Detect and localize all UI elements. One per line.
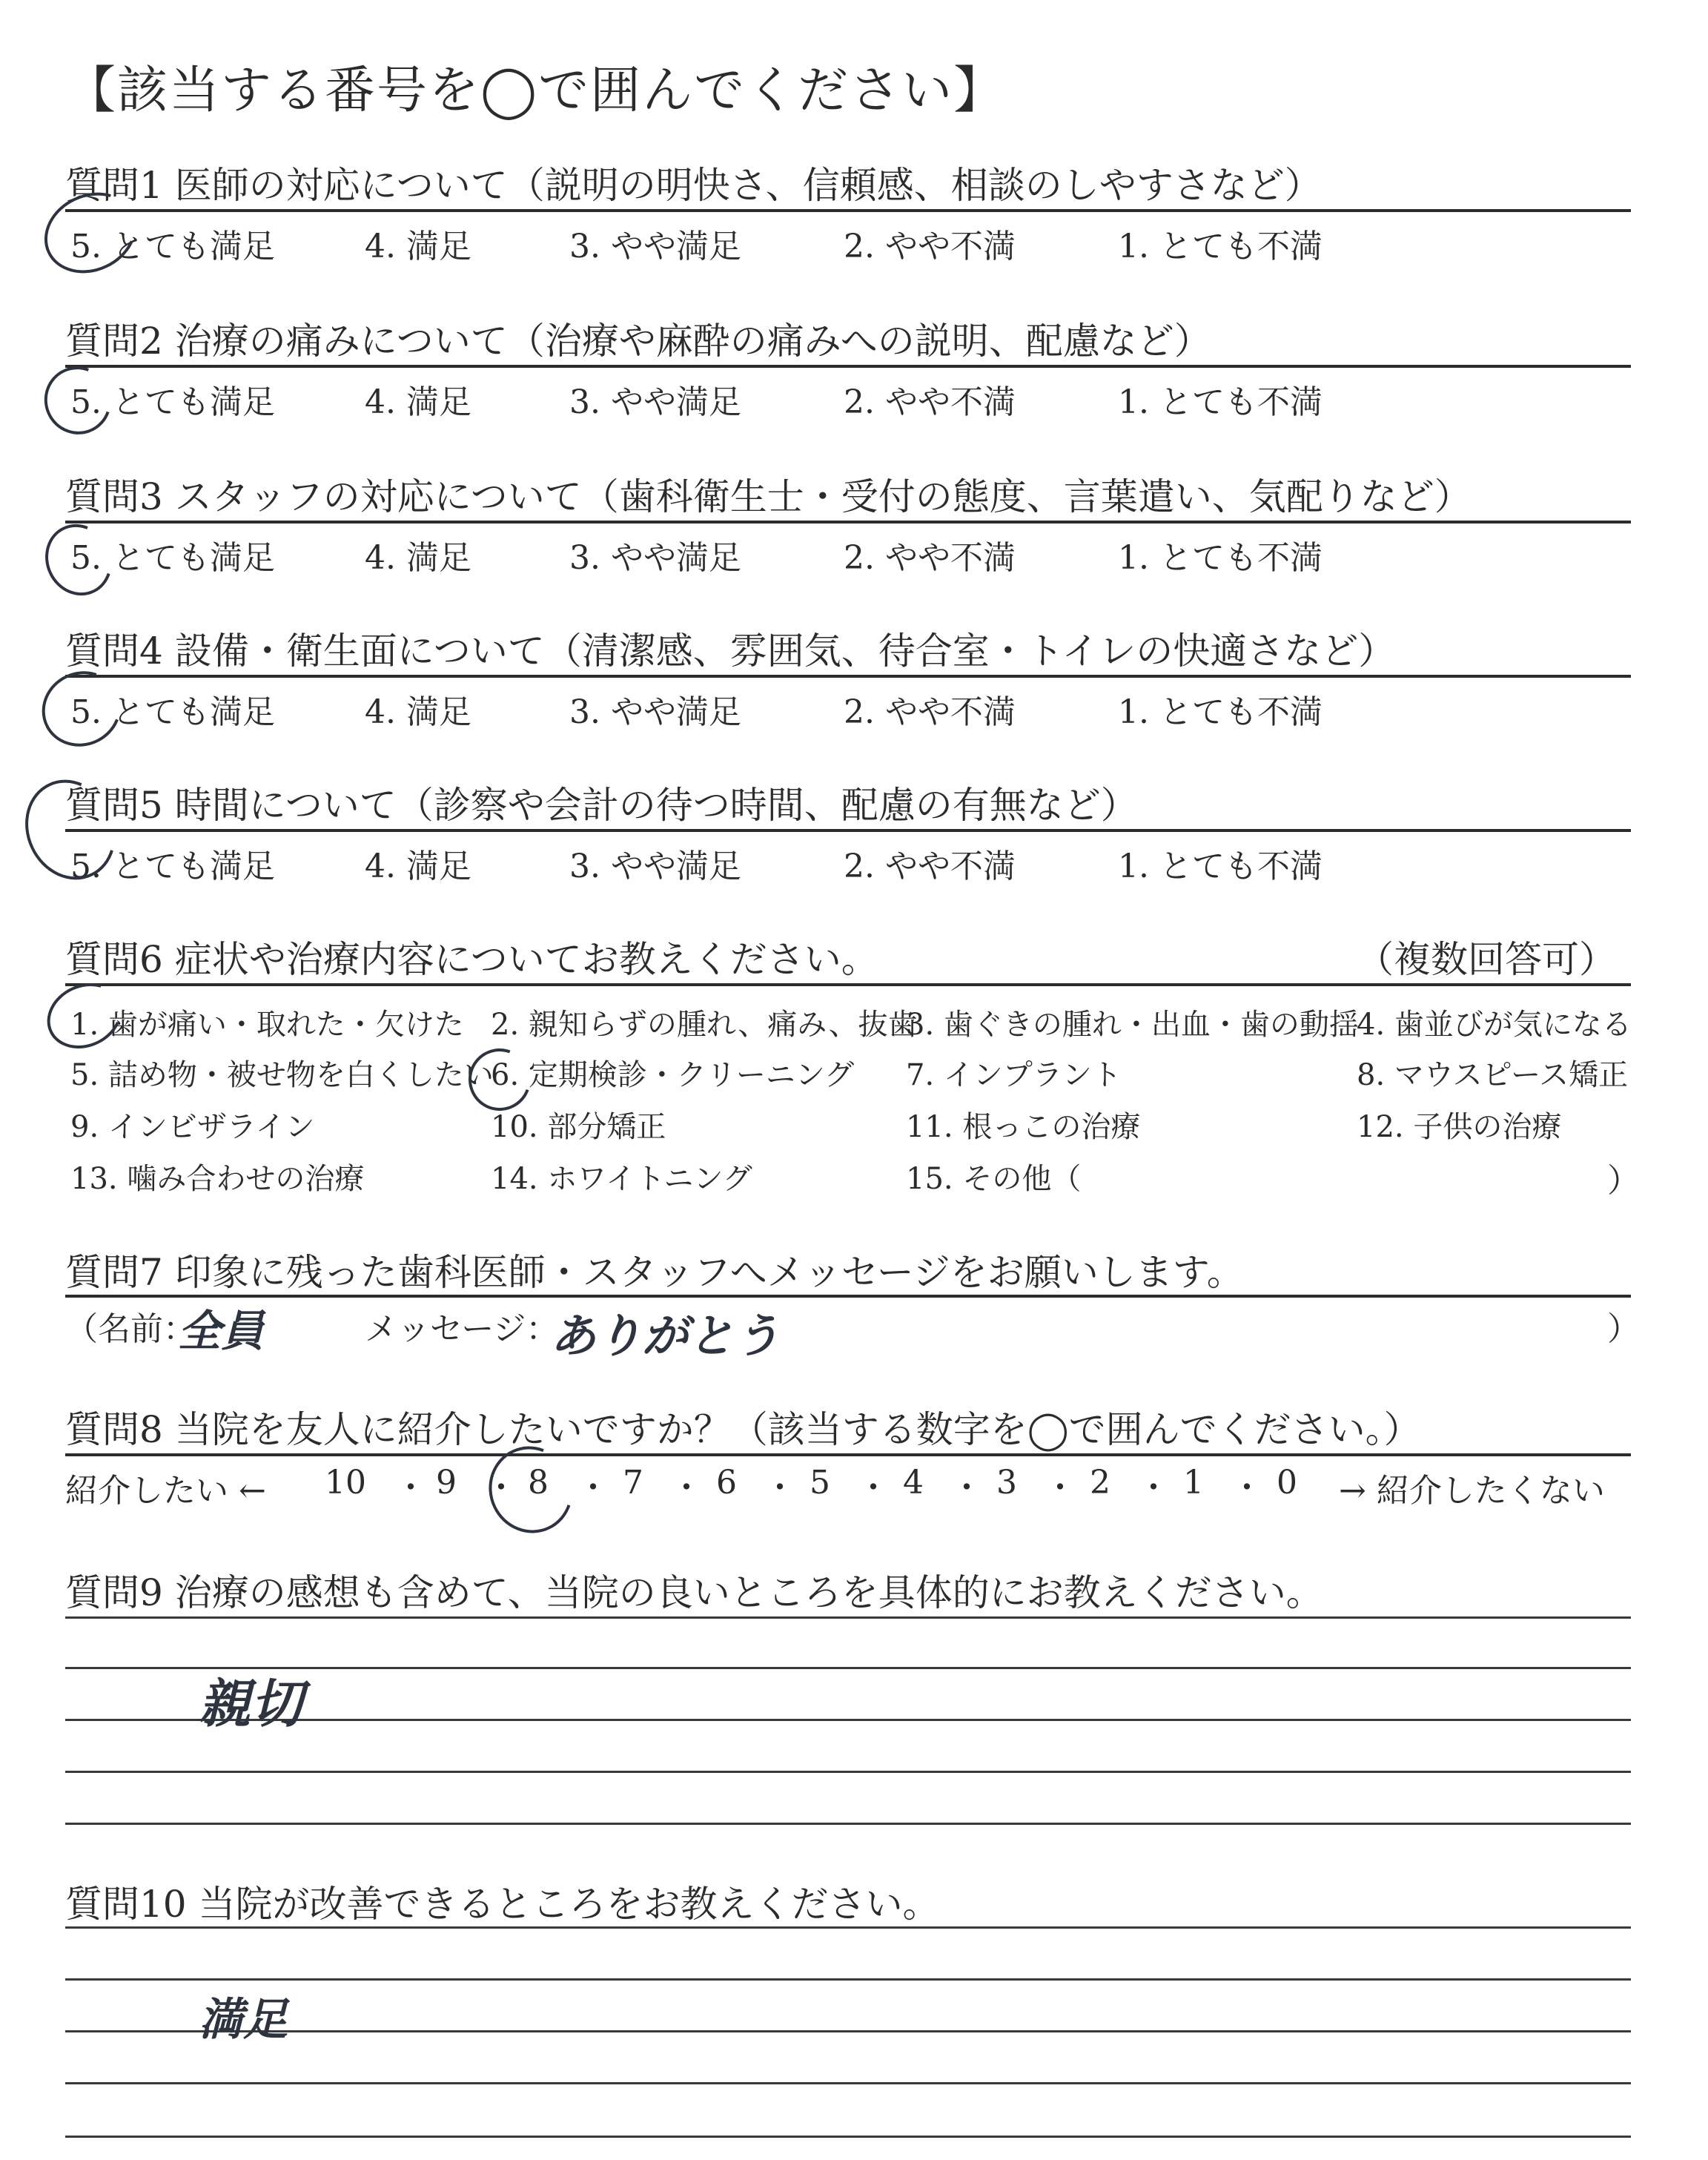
q6-option-13[interactable]: 13. 噛み合わせの治療	[70, 1162, 365, 1196]
divider	[65, 209, 1631, 212]
question-6-label: 質問6 症状や治療内容についてお教えください。	[65, 938, 878, 981]
scale-2[interactable]: 2	[1090, 1464, 1110, 1502]
answer-line	[65, 2136, 1631, 2138]
q6-option-4[interactable]: 4. 歯並びが気になる	[1357, 1008, 1632, 1042]
question-6-note: （複数回答可）	[1357, 938, 1616, 981]
option-3[interactable]: 3. やや満足	[569, 383, 741, 421]
option-2[interactable]: 2. やや不満	[844, 539, 1016, 577]
option-2[interactable]: 2. やや不満	[844, 383, 1016, 421]
scale-6[interactable]: 6	[716, 1464, 737, 1502]
divider	[65, 983, 1631, 986]
question-4-label: 質問4 設備・衛生面について（清潔感、雰囲気、待合室・トイレの快適さなど）	[65, 630, 1396, 673]
name-value[interactable]: 全員	[178, 1306, 265, 1356]
answer-line	[65, 2082, 1631, 2084]
answer-line	[65, 1616, 1631, 1619]
q6-option-3[interactable]: 3. 歯ぐきの腫れ・出血・歯の動揺	[906, 1008, 1359, 1042]
selection-circle	[33, 355, 122, 445]
question-9-label: 質問9 治療の感想も含めて、当院の良いところを具体的にお教えください。	[65, 1571, 1323, 1614]
answer-line	[65, 2030, 1631, 2032]
question-10-label: 質問10 当院が改善できるところをお教えください。	[65, 1883, 940, 1926]
question-2-label: 質問2 治療の痛みについて（治療や麻酔の痛みへの説明、配慮など）	[65, 320, 1211, 363]
selection-circle	[33, 513, 123, 607]
option-2[interactable]: 2. やや不満	[844, 228, 1016, 265]
option-5[interactable]: 5. とても満足	[70, 539, 275, 577]
option-1[interactable]: 1. とても不満	[1118, 228, 1323, 265]
divider	[65, 675, 1631, 678]
q6-other-close-paren: ）	[1607, 1162, 1640, 1200]
question-3-label: 質問3 スタッフの対応について（歯科衛生士・受付の態度、言葉遣い、気配りなど）	[65, 475, 1472, 518]
q6-option-1[interactable]: 1. 歯が痛い・取れた・欠けた	[70, 1008, 464, 1042]
question-7-label: 質問7 印象に残った歯科医師・スタッフへメッセージをお願いします。	[65, 1251, 1244, 1294]
scale-8[interactable]: 8	[528, 1464, 549, 1502]
scale-4[interactable]: 4	[903, 1464, 924, 1502]
q6-option-7[interactable]: 7. インプラント	[906, 1058, 1122, 1092]
option-3[interactable]: 3. やや満足	[569, 693, 741, 731]
option-3[interactable]: 3. やや満足	[569, 539, 741, 577]
scale-5[interactable]: 5	[810, 1464, 830, 1502]
question-5-label: 質問5 時間について（診察や会計の待つ時間、配慮の有無など）	[65, 784, 1138, 827]
scale-separator: ・	[1137, 1469, 1170, 1507]
scale-separator: ・	[394, 1469, 427, 1507]
message-label: メッセージ：	[365, 1310, 559, 1348]
message-value[interactable]: ありがとう	[550, 1309, 781, 1363]
q6-option-2[interactable]: 2. 親知らずの腫れ、痛み、抜歯	[491, 1008, 918, 1042]
option-4[interactable]: 4. 満足	[365, 383, 471, 421]
q6-option-11[interactable]: 11. 根っこの治療	[906, 1110, 1141, 1144]
option-5[interactable]: 5. とても満足	[70, 383, 275, 421]
option-5[interactable]: 5. とても満足	[70, 693, 275, 731]
q6-option-8[interactable]: 8. マウスピース矯正	[1357, 1058, 1629, 1092]
scale-7[interactable]: 7	[623, 1464, 643, 1502]
scale-separator: ・	[857, 1469, 890, 1507]
divider	[65, 829, 1631, 832]
scale-10[interactable]: 10	[325, 1464, 366, 1502]
divider	[65, 1295, 1631, 1298]
page-title: 【該当する番号を◯で囲んでください】	[65, 62, 1006, 120]
q6-option-12[interactable]: 12. 子供の治療	[1357, 1110, 1562, 1144]
option-3[interactable]: 3. やや満足	[569, 228, 741, 265]
option-2[interactable]: 2. やや不満	[844, 693, 1016, 731]
scale-separator: ・	[950, 1469, 983, 1507]
scale-separator: ・	[1231, 1469, 1263, 1507]
option-4[interactable]: 4. 満足	[365, 539, 471, 577]
option-2[interactable]: 2. やや不満	[844, 848, 1016, 885]
q6-option-9[interactable]: 9. インビザライン	[70, 1110, 315, 1144]
option-1[interactable]: 1. とても不満	[1118, 539, 1323, 577]
scale-9[interactable]: 9	[436, 1464, 457, 1502]
scale-separator: ・	[1044, 1469, 1076, 1507]
q6-option-10[interactable]: 10. 部分矯正	[491, 1110, 666, 1144]
divider	[65, 521, 1631, 524]
q6-option-6[interactable]: 6. 定期検診・クリーニング	[491, 1058, 855, 1092]
q6-option-5[interactable]: 5. 詰め物・被せ物を白くしたい	[70, 1058, 494, 1092]
divider	[65, 365, 1631, 368]
option-5[interactable]: 5. とても満足	[70, 848, 275, 885]
answer-line	[65, 1978, 1631, 1981]
recommend-left-label: 紹介したい ←	[65, 1472, 266, 1510]
name-label: （名前：	[65, 1310, 196, 1348]
scale-0[interactable]: 0	[1277, 1464, 1297, 1502]
scale-separator: ・	[670, 1469, 703, 1507]
option-4[interactable]: 4. 満足	[365, 693, 471, 731]
answer-line	[65, 1926, 1631, 1929]
scale-3[interactable]: 3	[996, 1464, 1017, 1502]
recommend-right-label: → 紹介したくない	[1339, 1472, 1605, 1510]
divider	[65, 1453, 1631, 1456]
question-1-label: 質問1 医師の対応について（説明の明快さ、信頼感、相談のしやすさなど）	[65, 164, 1322, 207]
q7-close-paren: ）	[1607, 1310, 1640, 1348]
option-3[interactable]: 3. やや満足	[569, 848, 741, 885]
option-4[interactable]: 4. 満足	[365, 848, 471, 885]
scale-separator: ・	[577, 1469, 609, 1507]
option-5[interactable]: 5. とても満足	[70, 228, 275, 265]
answer-line	[65, 1771, 1631, 1773]
q6-option-14[interactable]: 14. ホワイトニング	[491, 1162, 752, 1196]
option-1[interactable]: 1. とても不満	[1118, 383, 1323, 421]
q6-option-15[interactable]: 15. その他（	[906, 1162, 1082, 1196]
scale-1[interactable]: 1	[1183, 1464, 1204, 1502]
option-4[interactable]: 4. 満足	[365, 228, 471, 265]
q9-answer[interactable]: 親切	[199, 1674, 302, 1734]
option-1[interactable]: 1. とても不満	[1118, 693, 1323, 731]
scale-separator: ・	[485, 1469, 517, 1507]
answer-line	[65, 1823, 1631, 1825]
question-8-label: 質問8 当院を友人に紹介したいですか？（該当する数字を◯で囲んでください。）	[65, 1408, 1421, 1451]
q10-answer[interactable]: 満足	[199, 1994, 288, 2046]
option-1[interactable]: 1. とても不満	[1118, 848, 1323, 885]
scale-separator: ・	[764, 1469, 796, 1507]
